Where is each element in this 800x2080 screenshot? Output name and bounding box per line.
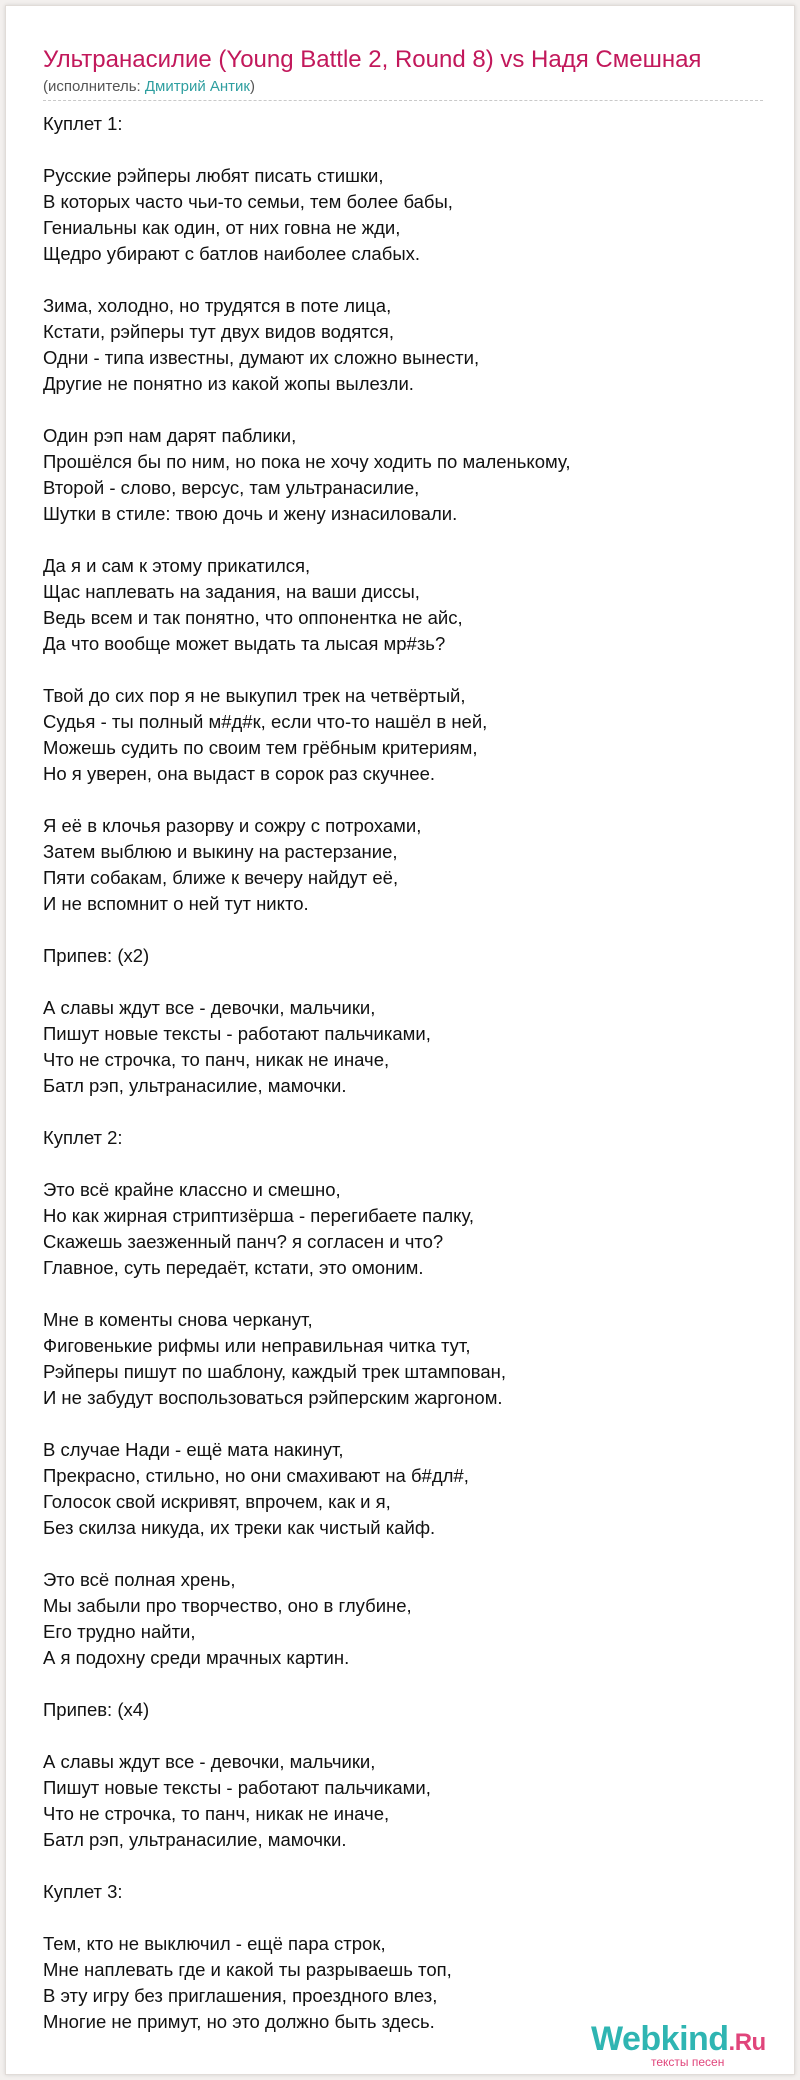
lyric-line: Судья - ты полный м#д#к, если что-то нашёл в ней, (43, 711, 488, 732)
lyric-line: Но я уверен, она выдаст в сорок раз скучнее. (43, 763, 436, 784)
page-card (5, 5, 795, 2075)
lyric-line: Куплет 3: (43, 1881, 123, 1902)
lyric-line: А славы ждут все - девочки, мальчики, (43, 997, 376, 1018)
lyric-line: Главное, суть передаёт, кстати, это омоним. (43, 1257, 424, 1278)
lyric-line: Скажешь заезженный панч? я согласен и что? (43, 1231, 444, 1252)
lyric-line: Куплет 2: (43, 1127, 123, 1148)
lyric-line: Что не строчка, то панч, никак не иначе, (43, 1803, 390, 1824)
lyric-line: И не забудут воспользоваться рэйперским жаргоном. (43, 1387, 503, 1408)
artist-link[interactable]: Дмитрий Антик (144, 78, 250, 95)
lyric-line: Щедро убирают с батлов наиболее слабых. (43, 243, 421, 264)
blank-line (43, 267, 763, 293)
site-logo[interactable] (591, 2020, 781, 2068)
blank-line (43, 917, 763, 943)
lyric-line: Пишут новые тексты - работают пальчиками, (43, 1777, 431, 1798)
lyric-line: И не вспомнит о ней тут никто. (43, 893, 309, 914)
lyric-line: Зима, холодно, но трудятся в поте лица, (43, 295, 392, 316)
blank-line (43, 1905, 763, 1931)
lyric-line: Что не строчка, то панч, никак не иначе, (43, 1049, 390, 1070)
lyric-line: Многие не примут, но это должно быть здесь. (43, 2011, 435, 2032)
blank-line (43, 657, 763, 683)
lyric-line: Батл рэп, ультранасилие, мамочки. (43, 1829, 347, 1850)
lyric-line: Одни - типа известны, думают их сложно вынести, (43, 347, 480, 368)
lyrics-block (43, 111, 763, 2035)
blank-line (43, 397, 763, 423)
lyric-line: Затем выблюю и выкину на растерзание, (43, 841, 398, 862)
lyric-line: Тем, кто не выключил - ещё пара строк, (43, 1933, 386, 1954)
blank-line (43, 1411, 763, 1437)
lyric-line: В эту игру без приглашения, проездного влез, (43, 1985, 438, 2006)
lyric-line: Гениальны как один, от них говна не жди, (43, 217, 401, 238)
lyric-line: Припев: (x2) (43, 945, 150, 966)
logo-name: Webkind (591, 2020, 729, 2058)
lyric-line: Но как жирная стриптизёрша - перегибаете палку, (43, 1205, 475, 1226)
blank-line (43, 137, 763, 163)
lyric-line: Это всё крайне классно и смешно, (43, 1179, 341, 1200)
blank-line (43, 527, 763, 553)
lyric-line: Пишут новые тексты - работают пальчиками, (43, 1023, 431, 1044)
lyric-line: Да я и сам к этому прикатился, (43, 555, 311, 576)
blank-line (43, 1099, 763, 1125)
lyric-line: Шутки в стиле: твою дочь и жену изнасиловали. (43, 503, 458, 524)
lyric-line: Пяти собакам, ближе к вечеру найдут её, (43, 867, 399, 888)
song-title: Ультранасилие (Young Battle 2, Round 8) vs Надя Смешная (43, 46, 702, 73)
lyric-line: Это всё полная хрень, (43, 1569, 236, 1590)
blank-line (43, 1541, 763, 1567)
lyric-line: Без скилза никуда, их треки как чистый кайф. (43, 1517, 436, 1538)
lyric-line: В случае Нади - ещё мата накинут, (43, 1439, 344, 1460)
lyric-line: Да что вообще может выдать та лысая мр#зь? (43, 633, 446, 654)
blank-line (43, 1151, 763, 1177)
logo-tld: .Ru (728, 2029, 766, 2056)
divider (43, 100, 763, 101)
lyric-line: Один рэп нам дарят паблики, (43, 425, 297, 446)
lyric-line: Голосок свой искривят, впрочем, как и я, (43, 1491, 391, 1512)
lyric-line: Твой до сих пор я не выкупил трек на четвёртый, (43, 685, 466, 706)
lyric-line: Русские рэйперы любят писать стишки, (43, 165, 384, 186)
blank-line (43, 1853, 763, 1879)
lyric-line: Кстати, рэйперы тут двух видов водятся, (43, 321, 394, 342)
logo-subtitle: тексты песен (651, 2055, 725, 2069)
lyric-line: Куплет 1: (43, 113, 123, 134)
lyric-line: Я её в клочья разорву и сожру с потрохами, (43, 815, 422, 836)
artist-prefix: (исполнитель: (43, 78, 145, 95)
lyric-line: Мне в коменты снова черканут, (43, 1309, 313, 1330)
lyric-line: В которых часто чьи-то семьи, тем более бабы, (43, 191, 453, 212)
lyric-line: Можешь судить по своим тем грёбным критериям, (43, 737, 478, 758)
lyric-line: Щас наплевать на задания, на ваши диссы, (43, 581, 420, 602)
artist-line (43, 78, 255, 95)
blank-line (43, 1723, 763, 1749)
lyric-line: Его трудно найти, (43, 1621, 196, 1642)
lyric-line: Рэйперы пишут по шаблону, каждый трек штампован, (43, 1361, 507, 1382)
lyric-line: Прошёлся бы по ним, но пока не хочу ходить по маленькому, (43, 451, 571, 472)
lyric-line: А я подохну среди мрачных картин. (43, 1647, 350, 1668)
blank-line (43, 787, 763, 813)
lyric-line: Ведь всем и так понятно, что оппонентка не айс, (43, 607, 463, 628)
logo-wordmark (591, 2020, 766, 2059)
blank-line (43, 1281, 763, 1307)
blank-line (43, 969, 763, 995)
artist-suffix: ) (249, 78, 255, 95)
lyric-line: Припев: (x4) (43, 1699, 150, 1720)
blank-line (43, 1671, 763, 1697)
lyric-line: Мне наплевать где и какой ты разрываешь топ, (43, 1959, 452, 1980)
lyric-line: Батл рэп, ультранасилие, мамочки. (43, 1075, 347, 1096)
lyric-line: А славы ждут все - девочки, мальчики, (43, 1751, 376, 1772)
lyric-line: Прекрасно, стильно, но они смахивают на б#дл#, (43, 1465, 469, 1486)
lyric-line: Фиговенькие рифмы или неправильная читка тут, (43, 1335, 471, 1356)
lyric-line: Другие не понятно из какой жопы вылезли. (43, 373, 414, 394)
lyric-line: Второй - слово, версус, там ультранасилие, (43, 477, 420, 498)
lyric-line: Мы забыли про творчество, оно в глубине, (43, 1595, 412, 1616)
